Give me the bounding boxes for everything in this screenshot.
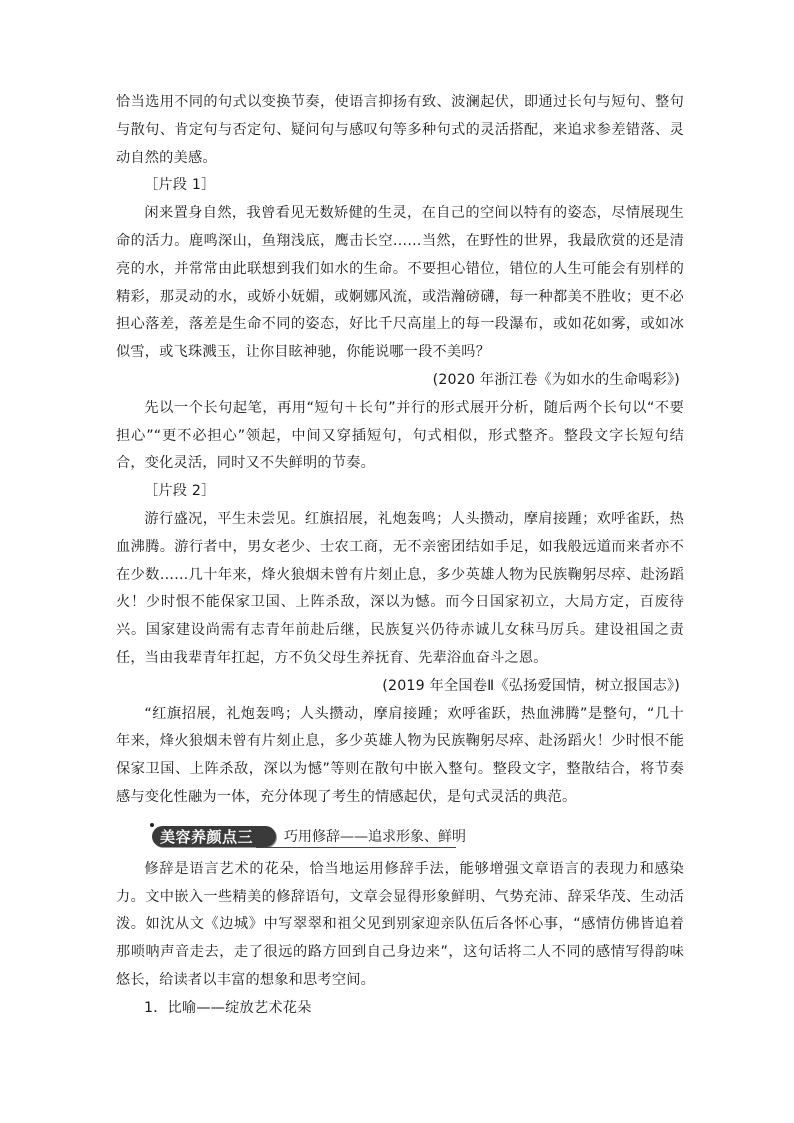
list-item-metaphor: 1．比喻——绽放艺术花朵 (144, 999, 312, 1016)
fragment-2-analysis: “红旗招展，礼炮轰鸣；人头攒动，摩肩接踵；欢呼雀跃，热血沸腾”是整句，“几十年来，烽火狼烟未曾有片刻止息，多少英雄人物为民族鞠躬尽瘁、赴汤蹈火！少时恨不能保家卫国、上阵杀敌，深以为憾”等则在散句中嵌入整句。整段文字，整散结合，将节奏感与变化性融为一体，充分体现了考生的情感起伏，是句式灵活的典范。 (116, 705, 684, 805)
fragment-1-analysis: 先以一个长句起笔，再用“短句＋长句”并行的形式展开分析，随后两个长句以“不要担心”“更不必担心”领起，中间又穿插短句，句式相似，形式整齐。整段文字长短句结合，变化灵活，同时又不失鲜明的节奏。 (116, 399, 684, 472)
banner-subtitle: 巧用修辞——追求形象、鲜明 (284, 828, 466, 845)
fragment-1-label: ［片段 1］ (144, 177, 216, 194)
banner-title: 美容养颜点三 (160, 827, 254, 846)
fragment-1-text: 闲来置身自然，我曾看见无数矫健的生灵，在自己的空间以特有的姿态，尽情展现生命的活力。鹿鸣深山，鱼翔浅底，鹰击长空……当然，在野性的世界，我最欣赏的还是清亮的水，并常常由此联想到我们如水的生命。不要担心错位，错位的人生可能会有别样的精彩，那灵动的水，或娇小妩媚，或婀娜风流，或浩瀚磅礴，每一种都美不胜收；更不必担心落差，落差是生命不同的姿态，好比千尺高崖上的每一段瀑布，或如花如雾，或如冰似雪，或飞珠溅玉，让你目眩神驰，你能说哪一段不美吗？ (116, 205, 684, 361)
fragment-2-text: 游行盛况，平生未尝见。红旗招展，礼炮轰鸣；人头攒动，摩肩接踵；欢呼雀跃，热血沸腾。游行者中，男女老少、士农工商，无不亲密团结如手足，如我般远道而来者亦不在少数……几十年来，烽火狼烟未曾有片刻止息，多少英雄人物为民族鞠躬尽瘁、赴汤蹈火！少时恨不能保家卫国、上阵杀敌，深以为憾。而今日国家初立，大局方定，百废待兴。国家建设尚需有志青年前赴后继，民族复兴仍待赤诚儿女秣马厉兵。建设祖国之责任，当由我辈青年扛起，方不负父母生养抚育、先辈浴血奋斗之恩。 (116, 510, 684, 666)
fragment-2-label: ［片段 2］ (144, 483, 216, 500)
banner-underline (256, 847, 456, 848)
intro-paragraph: 恰当选用不同的句式以变换节奏，使语言抑扬有致、波澜起伏，即通过长句与短句、整句与散句、肯定句与否定句、疑问句与感叹句等多种句式的灵活搭配，来追求参差错落、灵动自然的美感。 (116, 94, 684, 166)
rhetoric-intro-paragraph: 修辞是语言艺术的花朵，恰当地运用修辞手法，能够增强文章语言的表现力和感染力。文中嵌入一些精美的修辞语句，文章会显得形象鲜明、气势充沛、辞采华茂、生动活泼。如沈从文《边城》中写翠翠和祖父见到别家迎亲队伍后各怀心事，“感情仿佛皆追着那唢呐声音走去，走了很远的路方回到自己身边来”，这句话将二人不同的感情写得韵味悠长，给读者以丰富的想象和思考空间。 (116, 860, 684, 988)
section-banner (116, 814, 684, 854)
banner-dot-icon (150, 823, 154, 827)
fragment-1-source: (2020 年浙江卷《为如水的生命喝彩》) (432, 371, 680, 388)
document-body (116, 89, 684, 1023)
fragment-2-source: (2019 年全国卷Ⅱ《弘扬爱国情，树立报国志》) (382, 677, 680, 694)
